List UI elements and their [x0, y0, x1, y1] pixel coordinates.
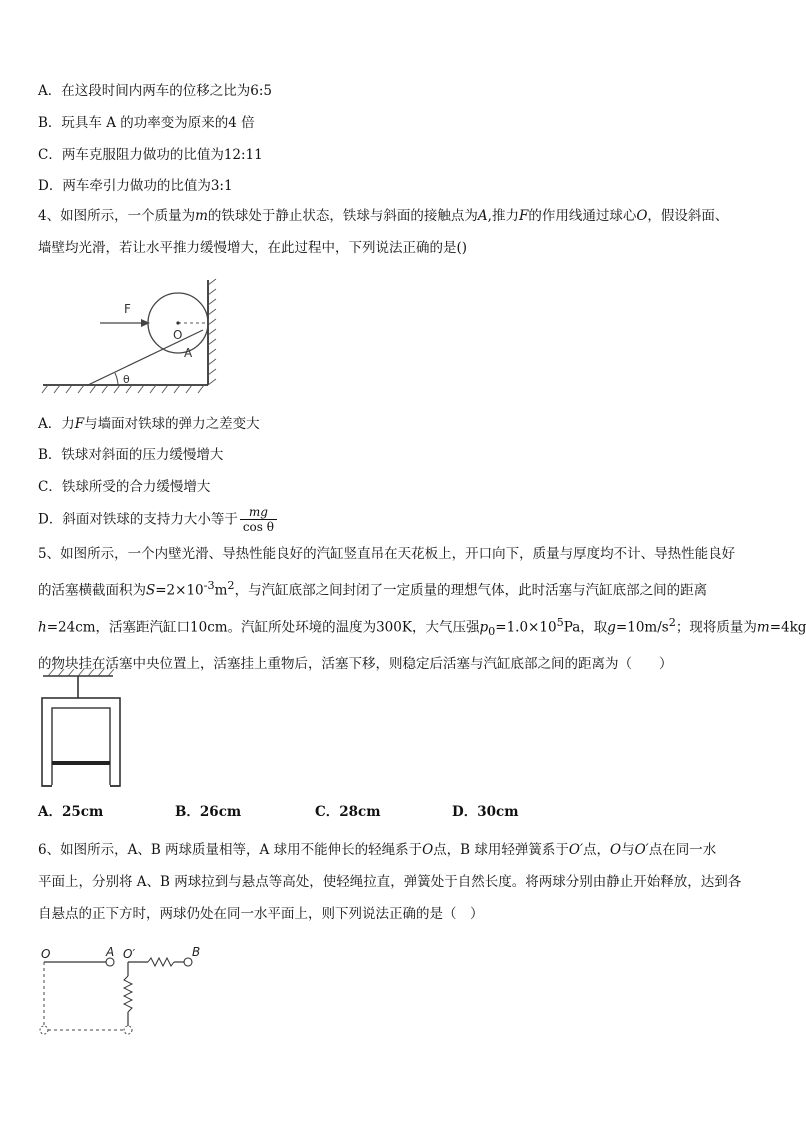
label-a: A	[106, 945, 115, 959]
label-theta: θ	[123, 373, 130, 386]
fraction-mg-cos: $\frac{mg}{\text{cos θ}}$	[240, 505, 277, 534]
label-o: O	[173, 328, 183, 342]
q3-option-c: C．两车克服阻力做功的比值为12:11	[38, 147, 263, 163]
q3-option-a: A．在这段时间内两车的位移之比为6:5	[38, 83, 272, 99]
q4-incline-ball-figure	[38, 275, 223, 397]
q5-option-d: D．30cm	[452, 804, 519, 820]
q4-option-d: D．斜面对铁球的支持力大小等于 $\frac{mg}{\text{cos θ}}$	[38, 505, 277, 534]
label-o: O	[41, 947, 51, 961]
label-f: F	[124, 302, 131, 316]
q4-option-a: A．力F与墙面对铁球的弹力之差变大	[38, 416, 260, 432]
q5-cylinder-figure	[38, 668, 128, 790]
label-o-prime: O′	[123, 947, 136, 961]
q3-option-b: B．玩具车 A 的功率变为原来的4 倍	[38, 115, 255, 131]
q5-option-c: C．28cm	[315, 804, 381, 820]
q4-stem: 4、如图所示，一个质量为m的铁球处于静止状态，铁球与斜面的接触点为A,推力F的作用线通过球心O，假设斜面、 墙壁均光滑，若让水平推力缓慢增大，在此过程中，下列说法正确的是()	[38, 208, 729, 256]
q4-option-b: B．铁球对斜面的压力缓慢增大	[38, 447, 224, 463]
q4-option-c: C．铁球所受的合力缓慢增大	[38, 479, 211, 495]
q3-option-d: D．两车牵引力做功的比值为3:1	[38, 178, 233, 194]
q6-stem: 6、如图所示，A、B 两球质量相等，A 球用不能伸长的轻绳系于O点，B 球用轻弹簧系于O′点，O与O′点在同一水 平面上，分别将 A、B 两球拉到与悬点等高处，使轻绳拉直，弹簧处于自然长度。将两球分别由静止开始释放，达到各 自悬点的正下方时，两球仍处在同一水平面上，则下列说法正确的是（ ）	[38, 842, 742, 922]
q6-pendulum-spring-figure	[38, 942, 213, 1040]
label-b: B	[192, 945, 201, 959]
q5-option-a: A．25cm	[38, 804, 104, 820]
label-a: A	[184, 346, 193, 360]
q5-option-b: B．26cm	[175, 804, 242, 820]
q5-stem: 5、如图所示，一个内壁光滑、导热性能良好的汽缸竖直吊在天花板上，开口向下，质量与厚度均不计、导热性能良好 的活塞横截面积为$S=2\times 10^{-3}m^2$，与汽缸底部之间封闭了一定质量的理想气体，此时活塞与汽缸底部之间的距离 h=24cm，活塞距汽缸口10cm。汽缸所处环境的温度为300K，大气压强$p_0=1.0\times 10^5Pa$，取$g=10m/s^2$；现将质量为m=4kg 的物块挂在活塞中央位置上，活塞挂上重物后，活塞下移，则稳定后活塞与汽缸底部之间的距离为（ ）	[38, 546, 806, 672]
